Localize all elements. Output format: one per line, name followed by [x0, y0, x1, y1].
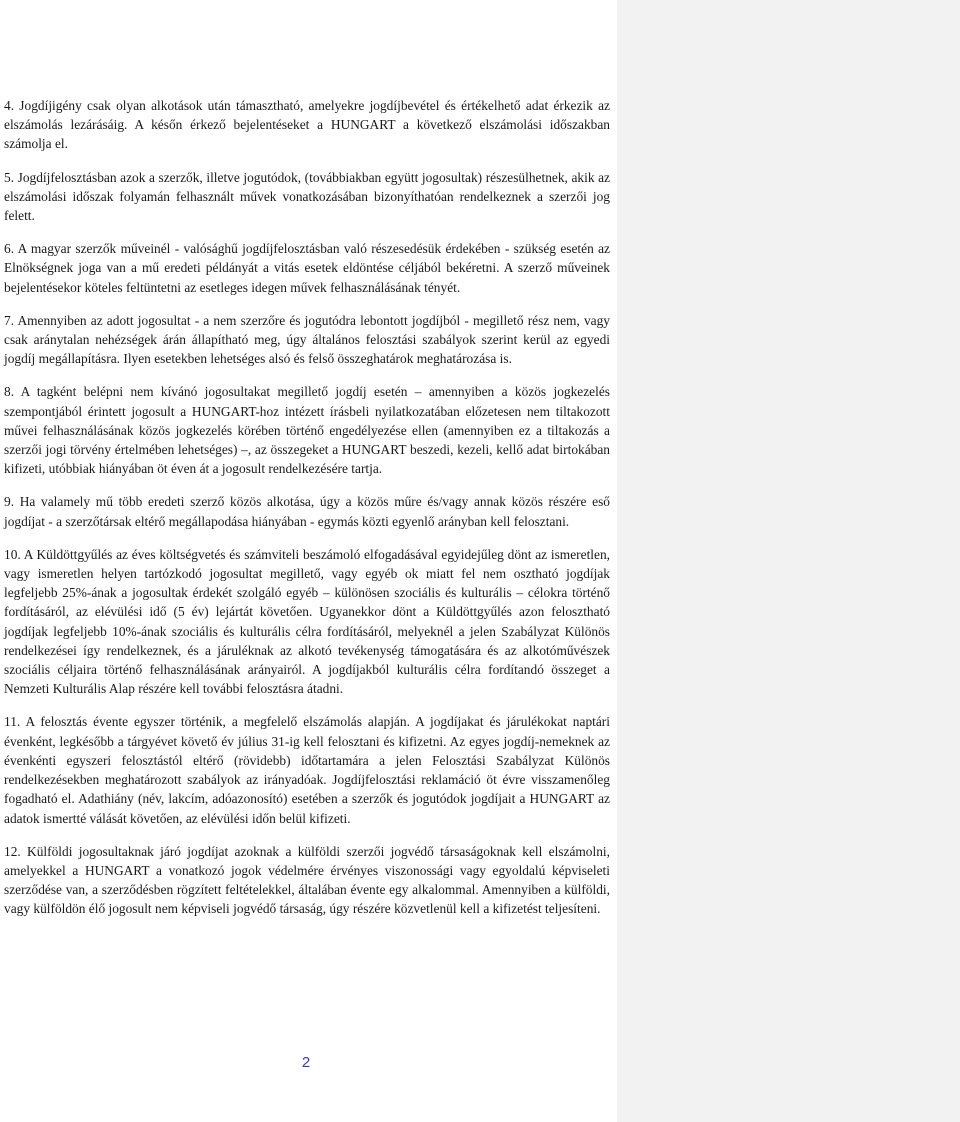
- paragraph-11: 11. A felosztás évente egyszer történik, a megfelelő elszámolás alapján. A jogdíjakat és járulékokat naptári évenként, legkésőbb a tárgyévet követő év július 31-ig kell felosztani és kifizetni. Az egyes jogdíj-nemeknek az évenkénti egyszeri felosztástól eltérő (rövidebb) időtartamára a jelen Felosztási Szabályzat Különös rendelkezésekben meghatározott szabályok az irányadóak. Jogdíjfelosztási reklamáció öt évre visszamenőleg fogadható el. Adathiány (név, lakcím, adóazonosító) esetében a szerzők és jogutódok jogdíjait a HUNGART az adatok ismertté válását követően, az elévülési időn belül kifizeti.: [4, 714, 610, 826]
- side-margin-strip: [617, 0, 960, 1122]
- paragraph-12: 12. Külföldi jogosultaknak járó jogdíjat azoknak a külföldi szerzői jogvédő társaságoknak kell elszámolni, amelyekkel a HUNGART a vonatkozó jogok védelmére érvényes viszonossági vagy egyoldalú képviseleti szerződése van, a szerződésben rögzített feltételekkel, általában évente egy alkalommal. Amennyiben a külföldi, vagy külföldön élő jogosult nem képviseli jogvédő társaság, úgy részére közvetlenül kell a kifizetést teljesíteni.: [4, 843, 610, 917]
- paragraph-7: 7. Amennyiben az adott jogosultat - a nem szerzőre és jogutódra lebontott jogdíjból - megillető rész nem, vagy csak aránytalan nehézségek árán állapítható meg, úgy általános felosztási szabályok szerint kerül az egyedi jogdíj megállapításra. Ilyen esetekben lehetséges alsó és felső összeghatárok meghatározása is.: [4, 312, 610, 367]
- paragraph-10: 10. A Küldöttgyűlés az éves költségvetés és számviteli beszámoló elfogadásával egyidejűleg dönt az ismeretlen, vagy ismeretlen helyen tartózkodó jogosultat megillető, vagy egyéb ok miatt fel nem osztható jogdíjak legfeljebb 25%-ának a jogosultak érdekét szolgáló egyéb – különösen szociális és kulturális – célokra történő fordításáról, az elévülési idő (5 év) lejártát követően. Ugyanekkor dönt a Küldöttgyűlés azon felosztható jogdíjak legfeljebb 10%-ának szociális és kulturális célra fordításáról, melyeknél a jelen Szabályzat Különös rendelkezései így rendelkeznek, és a járuléknak az alkotó tevékenység támogatására és az alkotóművészek szociális céljaira történő felhasználásának arányairól. A jogdíjakból kulturális célra fordítandó összeget a Nemzeti Kulturális Alap részére kell további felosztásra átadni.: [4, 546, 610, 697]
- paragraph-9: 9. Ha valamely mű több eredeti szerző közös alkotása, úgy a közös műre és/vagy annak közös részére eső jogdíjat - a szerzőtársak eltérő megállapodása hiányában - egymás közti egyenlő arányban kell felosztani.: [4, 494, 610, 529]
- page-number: 2: [301, 1054, 311, 1071]
- paragraph-5: 5. Jogdíjfelosztásban azok a szerzők, illetve jogutódok, (továbbiakban együtt jogosultak) részesülhetnek, akik az elszámolási időszak folyamán felhasznált művek vonatkozásában bizonyíthatóan rendelkeznek a szerzői jog felett.: [4, 169, 610, 224]
- document-body: [4, 96, 610, 933]
- paragraph-8: 8. A tagként belépni nem kívánó jogosultakat megillető jogdíj esetén – amennyiben a közös jogkezelés szempontjából érintett jogosult a HUNGART-hoz intézett írásbeli nyilatkozatában előzetesen nem tiltakozott művei felhasználásának közös jogkezelés körében történő engedélyezése ellen (amennyiben ez a tiltakozás a szerzői jogi törvény értelmében lehetséges) –, az összegeket a HUNGART beszedi, kezeli, kellő adat birtokában kifizeti, utóbbiak hiányában öt éven át a jogosult rendelkezésére tartja.: [4, 384, 610, 477]
- paragraph-6: 6. A magyar szerzők műveinél - valósághű jogdíjfelosztásban való részesedésük érdekében - szükség esetén az Elnökségnek joga van a mű eredeti példányát a vitás esetek eldöntése céljából bekéretni. A szerző műveinek bejelentésekor köteles feltüntetni az esetleges idegen művek felhasználásának tényét.: [4, 241, 610, 295]
- paragraph-4: 4. Jogdíjigény csak olyan alkotások után támasztható, amelyekre jogdíjbevétel és értékelhető adat érkezik az elszámolás lezárásáig. A későn érkező bejelentéseket a HUNGART a következő elszámolási időszakban számolja el.: [4, 98, 610, 152]
